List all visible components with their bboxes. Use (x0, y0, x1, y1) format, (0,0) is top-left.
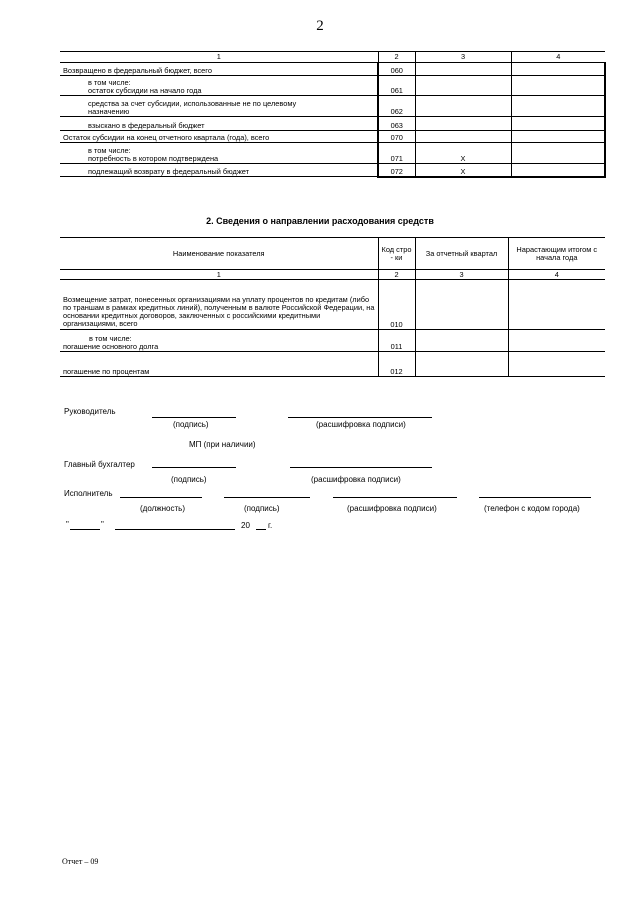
row-value-total (511, 96, 605, 117)
row-value-quarter (415, 117, 511, 131)
row-code: 071 (378, 143, 415, 164)
head-decode-caption: (расшифровка подписи) (316, 420, 406, 429)
executor-decode-line[interactable] (333, 497, 457, 498)
date-quote-close: " (101, 520, 104, 529)
date-year-line[interactable] (256, 529, 266, 530)
accountant-signature-caption: (подпись) (171, 475, 207, 484)
executor-phone-line[interactable] (479, 497, 591, 498)
row-code: 061 (378, 76, 415, 96)
row-value-quarter (415, 76, 511, 96)
row-value-total (508, 280, 605, 330)
table-returns (60, 51, 606, 178)
row-code: 010 (378, 280, 415, 330)
footer-form-code: Отчет – 09 (62, 857, 99, 866)
row-value-total (511, 76, 605, 96)
page-number: 2 (316, 18, 324, 34)
row-label: подлежащий возврату в федеральный бюджет (60, 164, 378, 177)
row-value-total (508, 352, 605, 377)
executor-position-line[interactable] (120, 497, 202, 498)
row-value-quarter (415, 131, 511, 143)
table-row (60, 143, 605, 164)
row-label-prefix: в том числе: (89, 334, 132, 343)
row-value-total (511, 117, 605, 131)
row-value-quarter (415, 96, 511, 117)
table-row (60, 96, 605, 117)
table1-header-2: 2 (378, 52, 415, 63)
row-value-quarter: Х (415, 143, 511, 164)
head-signature-caption: (подпись) (173, 420, 209, 429)
executor-signature-line[interactable] (224, 497, 310, 498)
executor-phone-caption: (телефон с кодом города) (484, 504, 580, 513)
date-year-suffix: г. (268, 521, 273, 530)
row-label: Остаток субсидии на конец отчетного квартала (года), всего (60, 131, 378, 143)
executor-signature-caption: (подпись) (244, 504, 280, 513)
accountant-signature-line[interactable] (152, 467, 236, 468)
head-label: Руководитель (64, 407, 116, 416)
table-row (60, 164, 605, 177)
row-value-quarter: Х (415, 164, 511, 177)
row-code: 063 (378, 117, 415, 131)
table1-header-4: 4 (511, 52, 605, 63)
date-day-line[interactable] (70, 529, 100, 530)
stamp-label: МП (при наличии) (189, 440, 256, 449)
table1-header-3: 3 (415, 52, 511, 63)
table-row (60, 131, 605, 143)
col-name-header: Наименование показателя (60, 238, 378, 270)
accountant-decode-line[interactable] (290, 467, 432, 468)
row-value-total (511, 63, 605, 76)
row-code: 062 (378, 96, 415, 117)
row-label: Возмещение затрат, понесенных организациями на уплату процентов по кредитам (либо по траншам в рамках кредитных линий), полученным в валюте Российской Федерации, на основании кредитных договоров, заключенных с российскими кредитными организациями, всего (60, 280, 378, 330)
row-label: Возвращено в федеральный бюджет, всего (60, 63, 378, 76)
row-code: 070 (378, 131, 415, 143)
row-label: погашение основного долга (63, 342, 159, 351)
row-value-quarter (415, 330, 508, 352)
date-month-line[interactable] (115, 529, 235, 530)
accountant-decode-caption: (расшифровка подписи) (311, 475, 401, 484)
row-value-total (511, 143, 605, 164)
col-code-header: Код стро - ки (378, 238, 415, 270)
row-code: 060 (378, 63, 415, 76)
accountant-label: Главный бухгалтер (64, 460, 135, 469)
executor-position-caption: (должность) (140, 504, 185, 513)
table-row (60, 76, 605, 96)
head-signature-line[interactable] (152, 417, 236, 418)
table1-header-1: 1 (60, 52, 378, 63)
date-year-prefix: 20 (241, 521, 250, 530)
head-decode-line[interactable] (288, 417, 432, 418)
row-label: остаток субсидии на начало года (88, 86, 202, 95)
table-row (60, 330, 605, 352)
section-2-title: 2. Сведения о направлении расходования средств (206, 216, 434, 226)
table-row (60, 117, 605, 131)
row-value-total (508, 330, 605, 352)
row-value-quarter (415, 63, 511, 76)
row-label: потребность в котором подтверждена (88, 154, 219, 163)
table2-header-2: 2 (378, 270, 415, 280)
row-value-total (511, 131, 605, 143)
table2-header-1: 1 (60, 270, 378, 280)
row-value-quarter (415, 352, 508, 377)
row-code: 072 (378, 164, 415, 177)
row-value-quarter (415, 280, 508, 330)
row-value-total (511, 164, 605, 177)
table2-header-3: 3 (415, 270, 508, 280)
row-label: взыскано в федеральный бюджет (60, 117, 378, 131)
table-row (60, 63, 605, 76)
row-label: средства за счет субсидии, использованные не по целевому (88, 99, 297, 108)
col-quarter-header: За отчетный квартал (415, 238, 508, 270)
table-row (60, 280, 605, 330)
row-label-prefix: в том числе: (88, 78, 131, 87)
row-code: 011 (378, 330, 415, 352)
table-expenses (60, 237, 605, 377)
table2-header-4: 4 (508, 270, 605, 280)
executor-decode-caption: (расшифровка подписи) (347, 504, 437, 513)
row-label: погашение по процентам (60, 352, 378, 377)
col-total-header: Нарастающим итогом с начала года (508, 238, 605, 270)
row-code: 012 (378, 352, 415, 377)
row-label-cont: назначению (88, 107, 130, 116)
row-label-prefix: в том числе: (88, 146, 131, 155)
executor-label: Исполнитель (64, 489, 113, 498)
table-row (60, 352, 605, 377)
date-quote-open: " (66, 520, 69, 529)
